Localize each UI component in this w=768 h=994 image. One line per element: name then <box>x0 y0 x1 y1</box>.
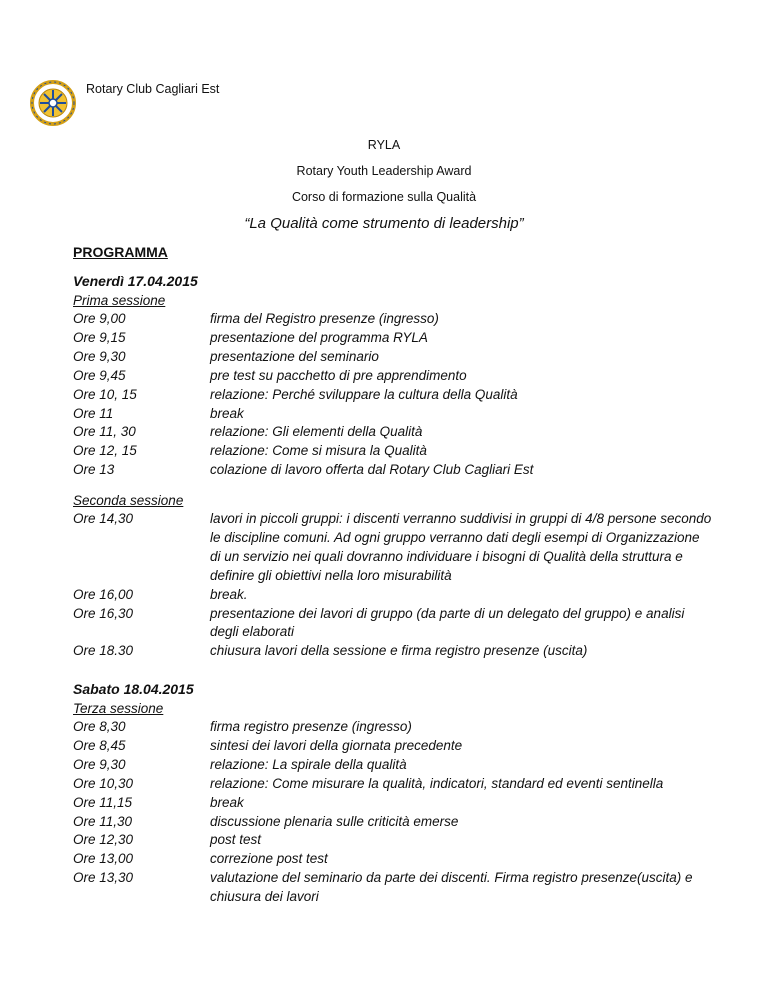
rotary-wheel-icon <box>30 80 76 126</box>
schedule-row <box>73 586 713 605</box>
row-desc: correzione post test <box>210 851 328 867</box>
schedule-row <box>73 718 713 737</box>
row-desc: relazione: Come si misura la Qualità <box>210 443 427 459</box>
day2-title: Sabato 18.04.2015 <box>73 681 194 697</box>
day2-section <box>73 680 713 907</box>
schedule-row <box>73 642 713 661</box>
schedule-row <box>73 442 713 461</box>
row-desc: sintesi dei lavori della giornata precedente <box>210 737 463 753</box>
schedule-row <box>73 386 713 405</box>
row-time: Ore 13,00 <box>73 851 134 867</box>
row-desc: firma registro presenze (ingresso) <box>210 719 412 734</box>
schedule-row <box>73 737 713 756</box>
row-time: Ore 10,30 <box>73 775 134 791</box>
row-desc: break. <box>210 586 248 602</box>
row-time: Ore 9,30 <box>73 348 126 364</box>
row-time: Ore 13,30 <box>73 870 134 886</box>
schedule-row <box>73 461 713 480</box>
session2-schedule <box>73 510 713 661</box>
row-desc: presentazione dei lavori di gruppo (da parte di un delegato del gruppo) e analisi degli elaborati <box>210 605 685 640</box>
schedule-row <box>73 794 713 813</box>
row-time: Ore 14,30 <box>73 511 134 526</box>
session1-schedule <box>73 310 713 480</box>
row-time: Ore 11,15 <box>73 794 133 810</box>
row-time: Ore 9,15 <box>73 329 126 345</box>
row-time: Ore 11 <box>73 405 114 421</box>
schedule-row <box>73 869 713 907</box>
schedule-row <box>73 850 713 869</box>
row-time: Ore 11,30 <box>73 813 133 829</box>
row-time: Ore 12, 15 <box>73 443 137 459</box>
row-time: Ore 9,00 <box>73 311 126 326</box>
schedule-row <box>73 367 713 386</box>
schedule-row <box>73 329 713 348</box>
row-time: Ore 11, 30 <box>73 424 136 440</box>
schedule-row <box>73 813 713 832</box>
row-time: Ore 18.30 <box>73 643 134 659</box>
club-name: Rotary Club Cagliari Est <box>86 82 220 96</box>
doc-title-ryla: RYLA <box>367 138 401 152</box>
row-desc: presentazione del seminario <box>210 348 379 364</box>
schedule-row <box>73 310 713 329</box>
row-time: Ore 10, 15 <box>73 386 137 402</box>
schedule-row <box>73 510 713 586</box>
doc-motto: “La Qualità come strumento di leadership” <box>244 215 524 232</box>
schedule-row <box>73 405 713 424</box>
day1-section <box>73 272 713 480</box>
schedule-row <box>73 775 713 794</box>
doc-title-award: Rotary Youth Leadership Award <box>296 164 472 178</box>
row-time: Ore 8,45 <box>73 737 126 753</box>
session2-title: Seconda sessione <box>73 493 184 508</box>
session1-title: Prima sessione <box>73 293 166 308</box>
row-time: Ore 12,30 <box>73 832 134 848</box>
row-desc: presentazione del programma RYLA <box>210 329 428 345</box>
programma-heading: PROGRAMMA <box>73 244 168 260</box>
row-desc: relazione: Come misurare la qualità, indicatori, standard ed eventi sentinella <box>210 775 664 791</box>
session3-title: Terza sessione <box>73 701 164 716</box>
row-desc: break <box>210 794 244 810</box>
row-time: Ore 9,45 <box>73 367 126 383</box>
row-desc: valutazione del seminario da parte dei discenti. Firma registro presenze(uscita) e chiusura dei lavori <box>210 870 693 905</box>
row-desc: discussione plenaria sulle criticità emerse <box>210 813 459 829</box>
row-desc: colazione di lavoro offerta dal Rotary Club Cagliari Est <box>210 462 534 478</box>
session3-schedule <box>73 718 713 907</box>
schedule-row <box>73 756 713 775</box>
row-time: Ore 16,30 <box>73 605 134 621</box>
schedule-row <box>73 605 713 643</box>
session2-section <box>73 491 713 661</box>
schedule-row <box>73 348 713 367</box>
schedule-row <box>73 423 713 442</box>
row-desc: relazione: Gli elementi della Qualità <box>210 424 423 440</box>
row-desc: lavori in piccoli gruppi: i discenti verranno suddivisi in gruppi di 4/8 persone secondo le discipline comuni. Ad ogni gruppo verranno dati degli esempi di Organizzazione di un servizio nei quali dovranno individuare i bisogni di Qualità della struttura e definire gli obiettivi nella loro misurabilità <box>210 511 712 583</box>
row-time: Ore 16,00 <box>73 586 134 602</box>
row-desc: chiusura lavori della sessione e firma registro presenze (uscita) <box>210 643 588 659</box>
schedule-row <box>73 831 713 850</box>
row-desc: relazione: Perché sviluppare la cultura della Qualità <box>210 386 518 402</box>
row-desc: break <box>210 405 244 421</box>
row-time: Ore 13 <box>73 462 115 478</box>
row-desc: firma del Registro presenze (ingresso) <box>210 311 439 326</box>
row-time: Ore 8,30 <box>73 719 126 734</box>
row-desc: post test <box>210 832 262 848</box>
letterhead <box>30 80 219 126</box>
row-time: Ore 9,30 <box>73 756 126 772</box>
doc-title-course: Corso di formazione sulla Qualità <box>291 190 477 204</box>
row-desc: relazione: La spirale della qualità <box>210 756 407 772</box>
row-desc: pre test su pacchetto di pre apprendimento <box>210 367 467 383</box>
day1-title: Venerdì 17.04.2015 <box>73 273 198 289</box>
